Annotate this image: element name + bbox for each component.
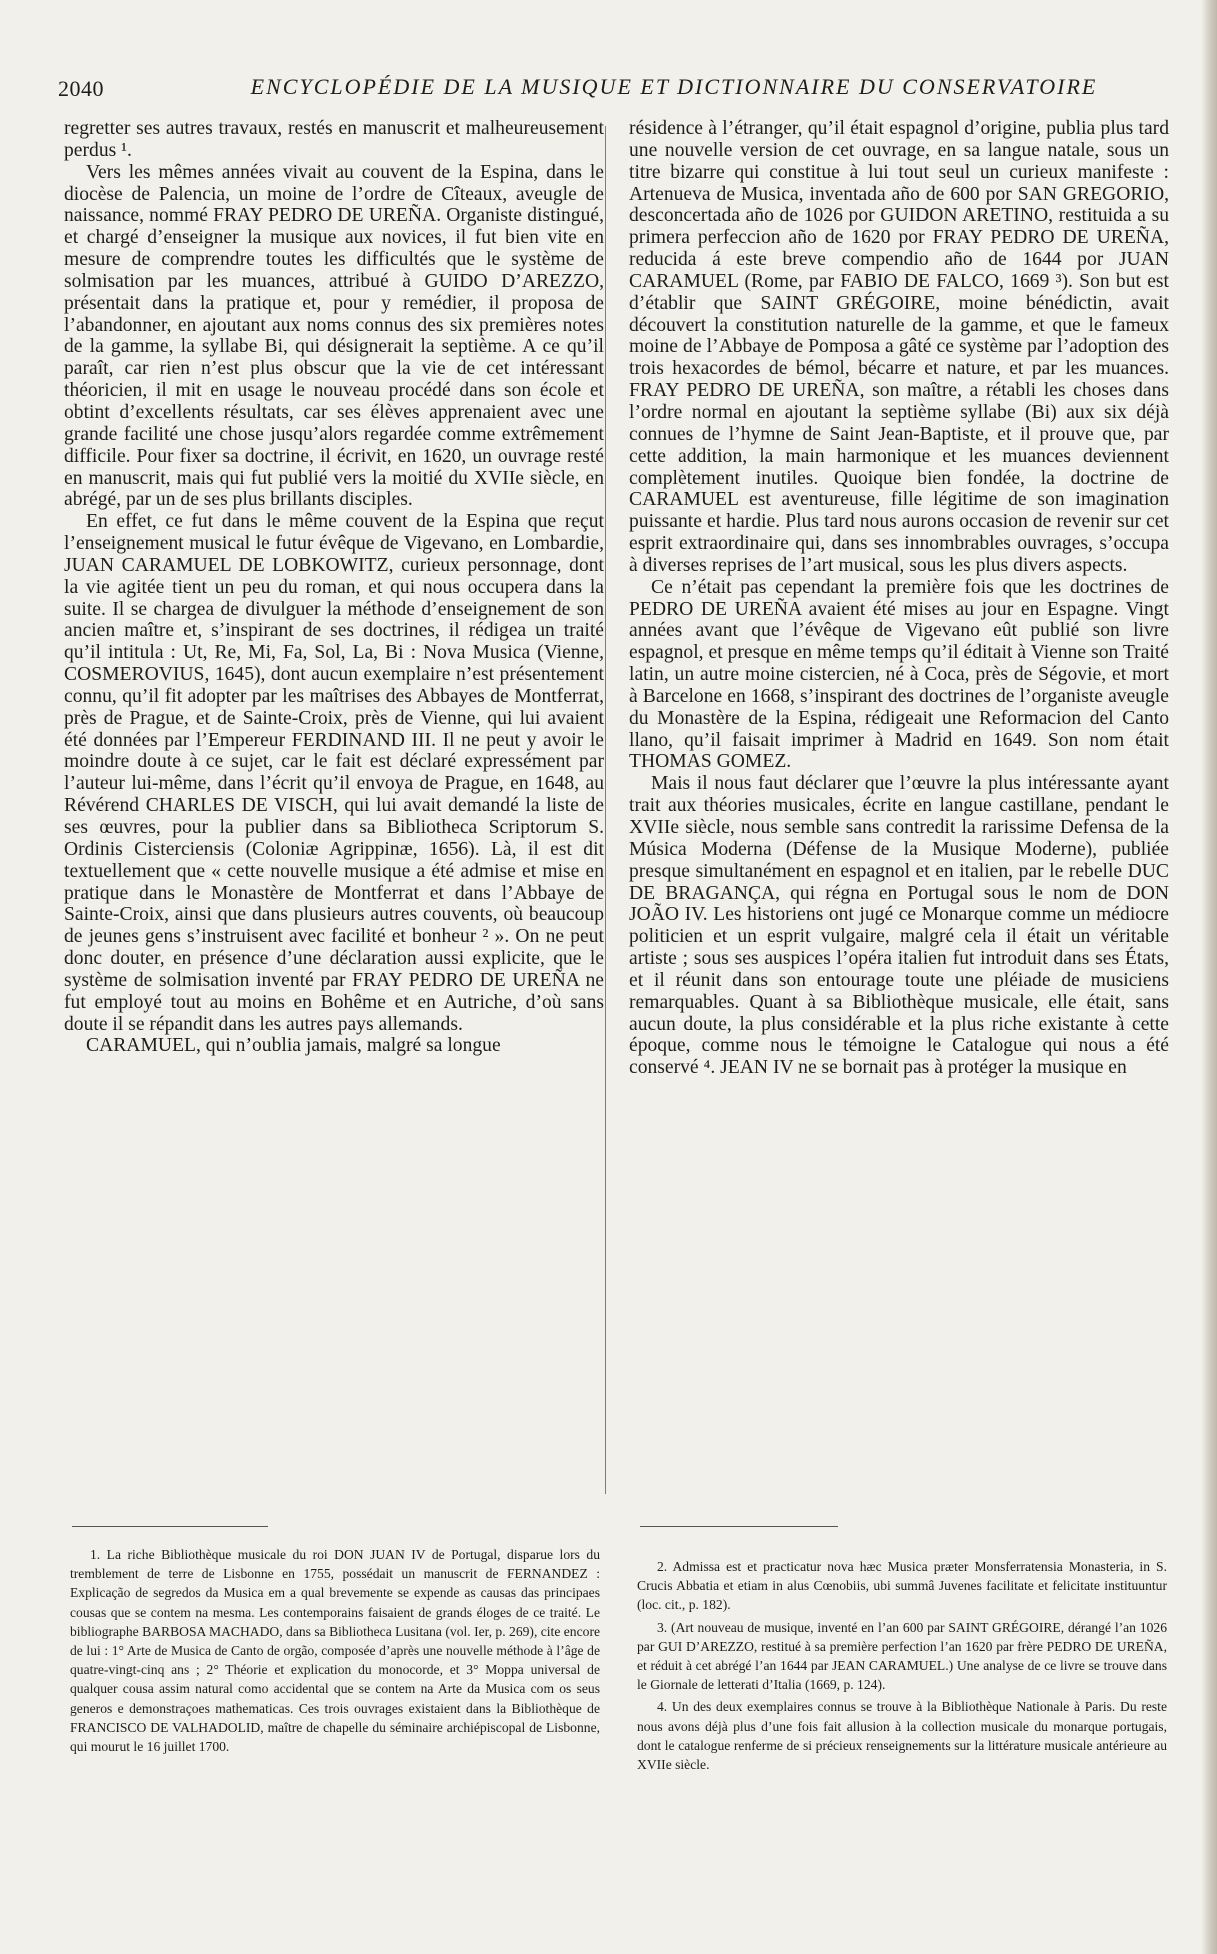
footnote-1: 1. La riche Bibliothèque musicale du roi DON JUAN IV de Portugal, disparue lors du tremblement de terre de Lisbonne en 1755, possédait un manuscrit de FERNANDEZ : Explicação de segredos da Musica em a qual brevemente se expende as causas das principaes cousas que se contem na mesma. Les contemporains faisaient de grands éloges de ce traité. Le bibliographe BARBOSA MACHADO, dans sa Bibliotheca Lusitana (vol. Ier, p. 269), cite encore de lui : 1° Arte de Musica de Canto de orgão, composée d’après une nouvelle méthode à l’âge de quatre-vingt-cinq ans ; 2° Théorie et explication du monocorde, et 3° Moppa universal de qualquer cousa assim natural como accidental que se contem na Arte da Musica com os seus generos e demonstraçoes mathematicas. Ces trois ouvrages existaient dans la Bibliothèque de FRANCISCO DE VALHADOLID, maître de chapelle du séminaire archiépiscopal de Lisbonne, qui mourut le 16 juillet 1700. — [70, 1547, 600, 1755]
page-header — [58, 70, 1180, 110]
left-column — [64, 118, 604, 1057]
right-paragraph: Mais il nous faut déclarer que l’œuvre la plus intéressante ayant trait aux théories musicales, écrite en langue castillane, pendant le XVIIe siècle, nous semble sans contredit la rarissime Defensa de la Música Moderna (Défense de la Musique Moderne), publiée presque simultanément en espagnol et en italien, par le rebelle DUC DE BRAGANÇA, qui régna en Portugal sous le nom de DON JOÃO IV. Les historiens ont jugé ce Monarque comme un médiocre politicien et un esprit vulgaire, malgré cela il était un véritable artiste ; sous ses auspices l’opéra italien fut introduit dans ses États, et il réunit dans son entourage toute une pléiade de musiciens remarquables. Quant à sa Bibliothèque musicale, elle était, sans aucun doute, la plus considérable et la plus riche existante à cette époque, comme nous le témoigne le Catalogue qui nous a été conservé ⁴. JEAN IV ne se bornait pas à protéger la musique en — [629, 773, 1169, 1079]
footnote-rule-left — [72, 1526, 268, 1527]
footnote-4: 4. Un des deux exemplaires connus se trouve à la Bibliothèque Nationale à Paris. Du reste nous avons déjà plus d’une fois fait allusion à la collection musicale du monarque portugais, dont le catalogue renferme de si précieux renseignements sur la littérature musicale antérieure au XVIIe siècle. — [637, 1699, 1167, 1773]
right-paragraph: résidence à l’étranger, qu’il était espagnol d’origine, publia plus tard une nouvelle version de cet ouvrage, en sa langue natale, sous un titre bizarre qui constitue à lui tout seul un curieux manifeste : Artenueva de Musica, inventada año de 600 por SAN GREGORIO, desconcertada año de 1026 por GUIDON ARETINO, restituida a su primera perfeccion año de 1620 por FRAY PEDRO DE UREÑA, reducida á este breve compendio año de 1644 por JUAN CARAMUEL (Rome, par FABIO DE FALCO, 1669 ³). Son but est d’établir que SAINT GRÉGOIRE, moine bénédictin, avait découvert la constitution naturelle de la gamme, et que le fameux moine de l’Abbaye de Pomposa a gâté ce système par l’adoption des trois hexacordes de bémol, bécarre et nature, et par les muances. FRAY PEDRO DE UREÑA, son maître, a rétabli les choses dans l’ordre normal en ajoutant la septième syllabe (Bi) aux six déjà connues de l’hymne de Saint Jean-Baptiste, et il prouve que, par cette addition, la main harmonique et les muances deviennent complètement inutiles. Quoique bien fondée, la doctrine de CARAMUEL est aventureuse, fille légitime de son imagination puissante et hardie. Plus tard nous aurons occasion de revenir sur cet esprit extraordinaire qui, dans ses innombrables ouvrages, s’occupa à diverses reprises de l’art musical, sous les plus divers aspects. — [629, 118, 1169, 576]
footnotes-left — [70, 1545, 600, 1759]
right-paragraph: Ce n’était pas cependant la première fois que les doctrines de PEDRO DE UREÑA avaient été mises au jour en Espagne. Vingt années avant que l’évêque de Vigevano eût publié son livre espagnol, et presque en même temps qu’il éditait à Vienne son Traité latin, un autre moine cistercien, né à Coca, près de Ségovie, et mort à Barcelone en 1668, s’inspirant des doctrines de l’organiste aveugle du Monastère de la Espina, rédigeait une Reformacion del Canto llano, qu’il faisait imprimer à Madrid en 1649. Son nom était THOMAS GOMEZ. — [629, 576, 1169, 773]
column-divider — [605, 126, 606, 1494]
page-number: 2040 — [58, 76, 104, 101]
footnote-3: 3. (Art nouveau de musique, inventé en l’an 600 par SAINT GRÉGOIRE, dérangé l’an 1026 par GUI D’AREZZO, restitué à sa première perfection l’an 1620 par frère PEDRO DE UREÑA, et réduit à cet abrégé l’an 1644 par JEAN CARAMUEL.) Une analyse de ce livre se trouve dans le Giornale de letterati d’Italia (1669, p. 124). — [637, 1619, 1167, 1693]
left-paragraph: CARAMUEL, qui n’oublia jamais, malgré sa longue — [86, 1035, 501, 1057]
running-title: ENCYCLOPÉDIE DE LA MUSIQUE ET DICTIONNAIRE DU CONSERVATOIRE — [250, 74, 1098, 99]
left-paragraph: Vers les mêmes années vivait au couvent de la Espina, dans le diocèse de Palencia, un moine de l’ordre de Cîteaux, aveugle de naissance, nommé FRAY PEDRO DE UREÑA. Organiste distingué, et chargé d’enseigner la musique aux novices, il fut bien vite en mesure de comprendre toutes les difficultés que le système de solmisation par les muances, attribué à GUIDO D’AREZZO, présentait dans la pratique et, pour y remédier, il proposa de l’abandonner, en ajoutant aux noms connus des six premières notes de la gamme, la syllabe Bi, qui désignerait la septième. A ce qu’il paraît, car rien n’est plus obscur que la vie de cet intéressant théoricien, il mit en usage le nouveau procédé dans son école et obtint d’excellents résultats, car ses élèves apprenaient avec une grande facilité une chose jusqu’alors regardée comme extrêmement difficile. Pour fixer sa doctrine, il écrivit, en 1620, un ouvrage resté en manuscrit, mais qui fut publié vers la moitié du XVIIe siècle, en abrégé, par un de ses plus brillants disciples. — [64, 161, 604, 511]
footnote-2: 2. Admissa est et practicatur nova hæc Musica præter Monsferratensia Monasteria, in S. Crucis Abbatia et etiam in alus Cœnobiis, ubi summâ Juvenes facilitate et felicitate instituuntur (loc. cit., p. 182). — [637, 1559, 1167, 1613]
left-paragraph: regretter ses autres travaux, restés en manuscrit et malheureusement perdus ¹. — [64, 118, 604, 161]
right-column — [629, 118, 1169, 1079]
footnote-rule-right — [640, 1526, 838, 1527]
left-paragraph: En effet, ce fut dans le même couvent de la Espina que reçut l’enseignement musical le futur évêque de Vigevano, en Lombardie, JUAN CARAMUEL DE LOBKOWITZ, curieux personnage, dont la vie agitée tient un peu du roman, et qui nous occupera dans la suite. Il se chargea de divulguer la méthode d’enseignement de son ancien maître et, s’inspirant de ses doctrines, il rédigea un traité qu’il intitula : Ut, Re, Mi, Fa, Sol, La, Bi : Nova Musica (Vienne, COSMEROVIUS, 1645), dont aucun exemplaire n’est présentement connu, qu’il fit adopter par les maîtrises des Abbayes de Montferrat, près de Prague, et de Sainte-Croix, près de Vienne, qui lui avaient été données par l’Empereur FERDINAND III. Il ne peut y avoir le moindre doute à ce sujet, car le fait est déclaré expressément par l’auteur lui-même, dans l’écrit qu’il envoya de Prague, en 1648, au Révérend CHARLES DE VISCH, qui lui avait demandé la liste de ses œuvres, pour la publier dans sa Bibliotheca Scriptorum S. Ordinis Cisterciensis (Coloniæ Agrippinæ, 1656). Là, il est dit textuellement que « cette nouvelle musique a été admise et mise en pratique dans le Monastère de Montferrat et dans l’Abbaye de Sainte-Croix, ainsi que dans plusieurs autres couvents, où beaucoup de jeunes gens s’instruisent avec facilité et bonheur ² ». On ne peut donc douter, en présence d’une déclaration aussi explicite, que le système de solmisation inventé par FRAY PEDRO DE UREÑA ne fut employé tout au moins en Bohême et en Autriche, d’où sans doute il se répandit dans les autres pays allemands. — [64, 511, 604, 1035]
footnotes-right — [637, 1557, 1167, 1777]
page-edge-shadow — [1201, 0, 1217, 1954]
